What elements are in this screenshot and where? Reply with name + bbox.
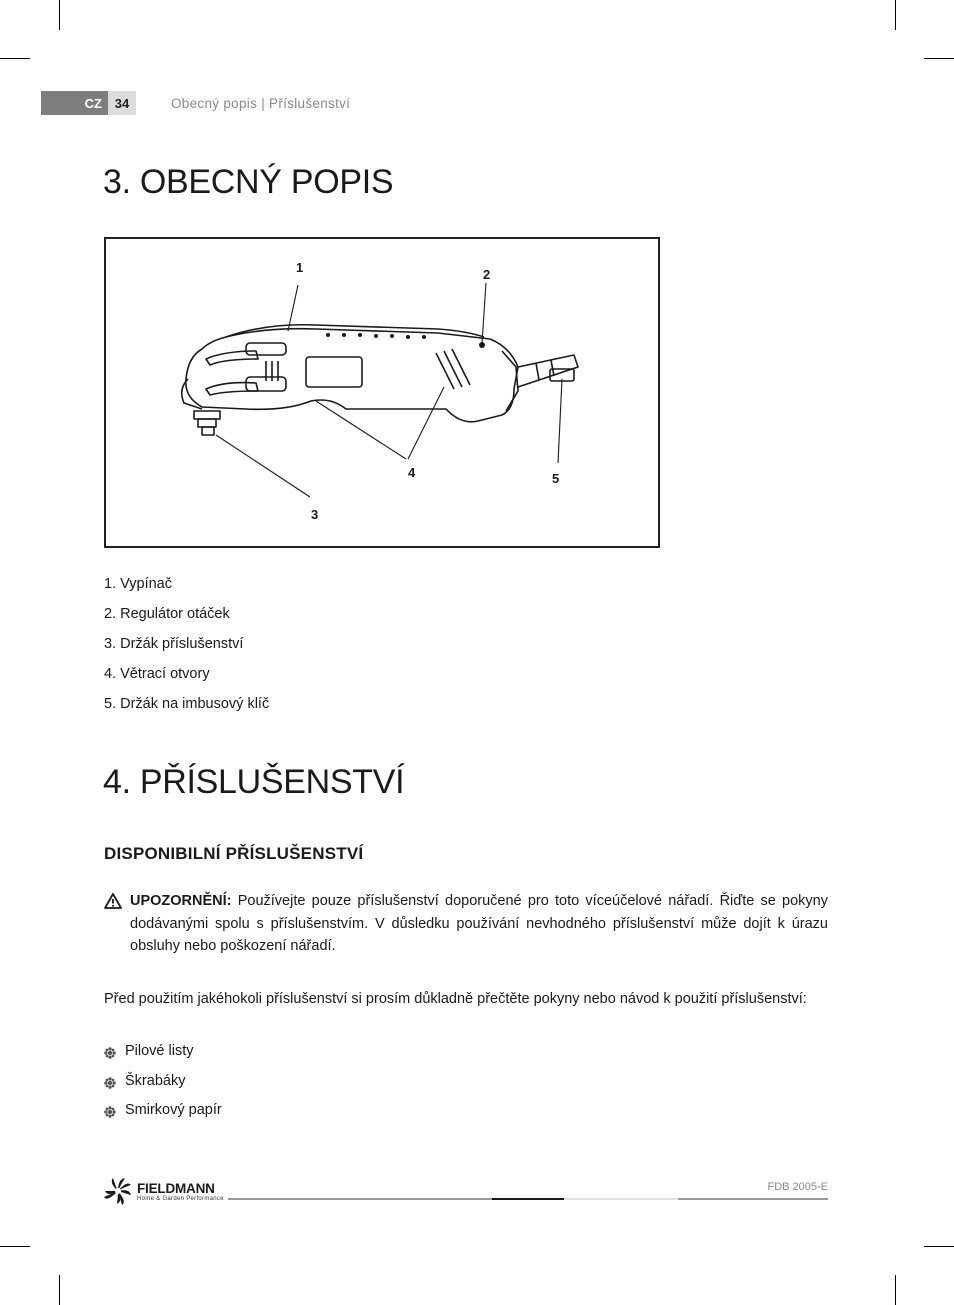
footer-rule (564, 1198, 678, 1200)
warning-block (104, 890, 828, 958)
callout-1: 1 (296, 260, 304, 275)
list-item (104, 1043, 222, 1073)
crop-mark (0, 1246, 30, 1247)
crop-mark (0, 58, 30, 59)
footer-rule (492, 1198, 564, 1200)
power-cable-sleeve (518, 355, 578, 387)
warning-body: Používejte pouze příslušenství doporučené pro toto víceúčelové nářadí. Řiďte se pokyny dodávanými spolu s příslušenstvím. V důsledku používání nevhodného příslušenství může dojít k úrazu obsluhy nebo poškození nářadí. (130, 893, 828, 954)
flower-bullet-icon (104, 1106, 116, 1118)
callout-3: 3 (311, 507, 319, 522)
grip-slot (206, 383, 258, 395)
parts-list (104, 576, 269, 726)
brand-logo (103, 1176, 224, 1206)
model-number: FDB 2005-E (767, 1181, 828, 1193)
crop-mark (895, 1275, 896, 1305)
speed-window (306, 357, 362, 387)
flower-bullet-icon (104, 1077, 116, 1089)
callout-5: 5 (552, 471, 560, 486)
language-code: CZ (41, 91, 108, 115)
list-item: 1. Vypínač (104, 576, 172, 592)
accessory-label: Pilové listy (125, 1043, 194, 1059)
flower-bullet-icon (104, 1047, 116, 1059)
crop-mark (924, 1246, 954, 1247)
warning-label: UPOZORNĚNÍ: (130, 893, 232, 909)
tool-diagram (104, 237, 660, 548)
crop-mark (924, 58, 954, 59)
accessory-label: Škrabáky (125, 1072, 186, 1089)
crop-mark (59, 1275, 60, 1305)
list-item: 5. Držák na imbusový klíč (104, 696, 270, 712)
crop-mark (59, 0, 60, 30)
crop-mark (895, 0, 896, 30)
page-header-tab (41, 91, 136, 115)
tool-body-outline (186, 329, 518, 422)
section-title-accessories: 4. PŘÍSLUŠENSTVÍ (103, 763, 405, 801)
accessory-label: Smirkový papír (125, 1102, 222, 1118)
multitool-drawing (106, 239, 658, 546)
accessory-clamp (194, 411, 220, 419)
subsection-title: DISPONIBILNÍ PŘÍSLUŠENSTVÍ (104, 844, 364, 863)
accessories-list (104, 1043, 222, 1132)
warning-text (130, 890, 828, 958)
warning-triangle-icon (104, 893, 122, 909)
page-number: 34 (108, 91, 136, 115)
callout-2: 2 (483, 267, 491, 282)
vent-slots (436, 349, 470, 389)
brand-tagline: Home & Garden Performance (137, 1195, 224, 1202)
brand-name: FIELDMANN (137, 1180, 215, 1196)
list-item: 2. Regulátor otáček (104, 606, 230, 622)
list-item (104, 1073, 222, 1103)
footer-rule (678, 1198, 828, 1200)
grip-slot (206, 351, 258, 365)
list-item: 3. Držák příslušenství (104, 636, 244, 652)
list-item: 4. Větrací otvory (104, 666, 210, 682)
fieldmann-swirl-icon (103, 1176, 133, 1206)
section-title-general-description: 3. OBECNÝ POPIS (103, 163, 394, 201)
list-item (104, 1102, 222, 1132)
footer-rule (228, 1198, 492, 1200)
intro-paragraph: Před použitím jakéhokoli příslušenství si prosím důkladně přečtěte pokyny nebo návod k použití příslušenství: (104, 991, 807, 1007)
callout-4: 4 (408, 465, 416, 480)
running-header-title: Obecný popis | Příslušenství (171, 96, 351, 111)
